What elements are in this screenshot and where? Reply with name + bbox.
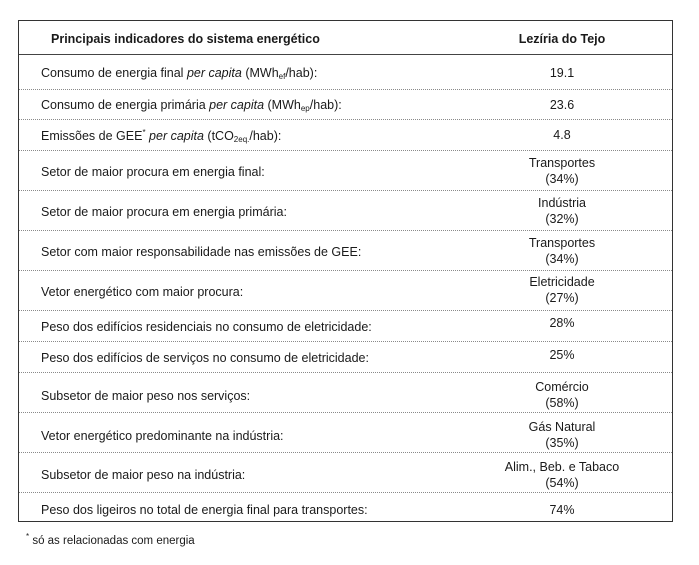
row-value: Comércio (58%) xyxy=(535,380,589,410)
row-value: 19.1 xyxy=(549,66,575,80)
row-label: Vetor energético com maior procura: xyxy=(41,285,244,299)
row-label: Subsetor de maior peso na indústria: xyxy=(41,468,246,482)
table-row xyxy=(19,191,672,231)
table-row xyxy=(19,231,672,271)
row-label: Vetor energético predominante na indústria: xyxy=(41,429,284,443)
row-value: Eletricidade (27%) xyxy=(529,275,595,305)
table-row xyxy=(19,120,672,151)
row-label: Consumo de energia final per capita (MWh$_{ef}$/hab): xyxy=(41,66,318,81)
table-row xyxy=(19,151,672,191)
header-indicators-label: Principais indicadores do sistema energético xyxy=(51,32,320,46)
table-row xyxy=(19,493,672,521)
row-label: Peso dos ligeiros no total de energia final para transportes: xyxy=(41,503,368,517)
row-label: Peso dos edifícios residenciais no consumo de eletricidade: xyxy=(41,320,372,334)
row-value: Transportes (34%) xyxy=(528,236,596,266)
row-label: Consumo de energia primária per capita (MWh$_{ep}$/hab): xyxy=(41,98,342,113)
row-value: 4.8 xyxy=(553,128,571,142)
row-label: Peso dos edifícios de serviços no consumo de eletricidade: xyxy=(41,351,369,365)
table-row xyxy=(19,453,672,493)
table-row xyxy=(19,373,672,413)
footnote xyxy=(26,532,195,547)
table-row xyxy=(19,413,672,453)
row-label: Emissões de GEE* per capita (tCO$_{2eq.}$/hab): xyxy=(41,128,282,144)
row-label: Setor de maior procura em energia final: xyxy=(41,165,265,179)
table-header xyxy=(19,21,672,55)
footnote-mark: * xyxy=(26,532,30,541)
row-label: Setor com maior responsabilidade nas emissões de GEE: xyxy=(41,245,362,259)
table-row xyxy=(19,342,672,373)
table-row xyxy=(19,55,672,90)
table-row xyxy=(19,271,672,311)
row-label: Subsetor de maior peso nos serviços: xyxy=(41,389,251,403)
row-value: 23.6 xyxy=(549,98,575,112)
row-value: Transportes (34%) xyxy=(528,156,596,186)
table-row xyxy=(19,311,672,342)
row-label: Setor de maior procura em energia primária: xyxy=(41,205,287,219)
indicators-table xyxy=(18,20,673,522)
header-region-label: Lezíria do Tejo xyxy=(518,32,606,46)
footnote-text: só as relacionadas com energia xyxy=(29,535,195,547)
row-value: 28% xyxy=(549,316,575,330)
row-value: Alim., Beb. e Tabaco (54%) xyxy=(504,460,620,490)
row-value: 25% xyxy=(549,348,575,362)
row-value: Indústria (32%) xyxy=(538,196,586,226)
table-row xyxy=(19,90,672,120)
row-value: Gás Natural (35%) xyxy=(528,420,596,450)
row-value: 74% xyxy=(549,503,575,517)
